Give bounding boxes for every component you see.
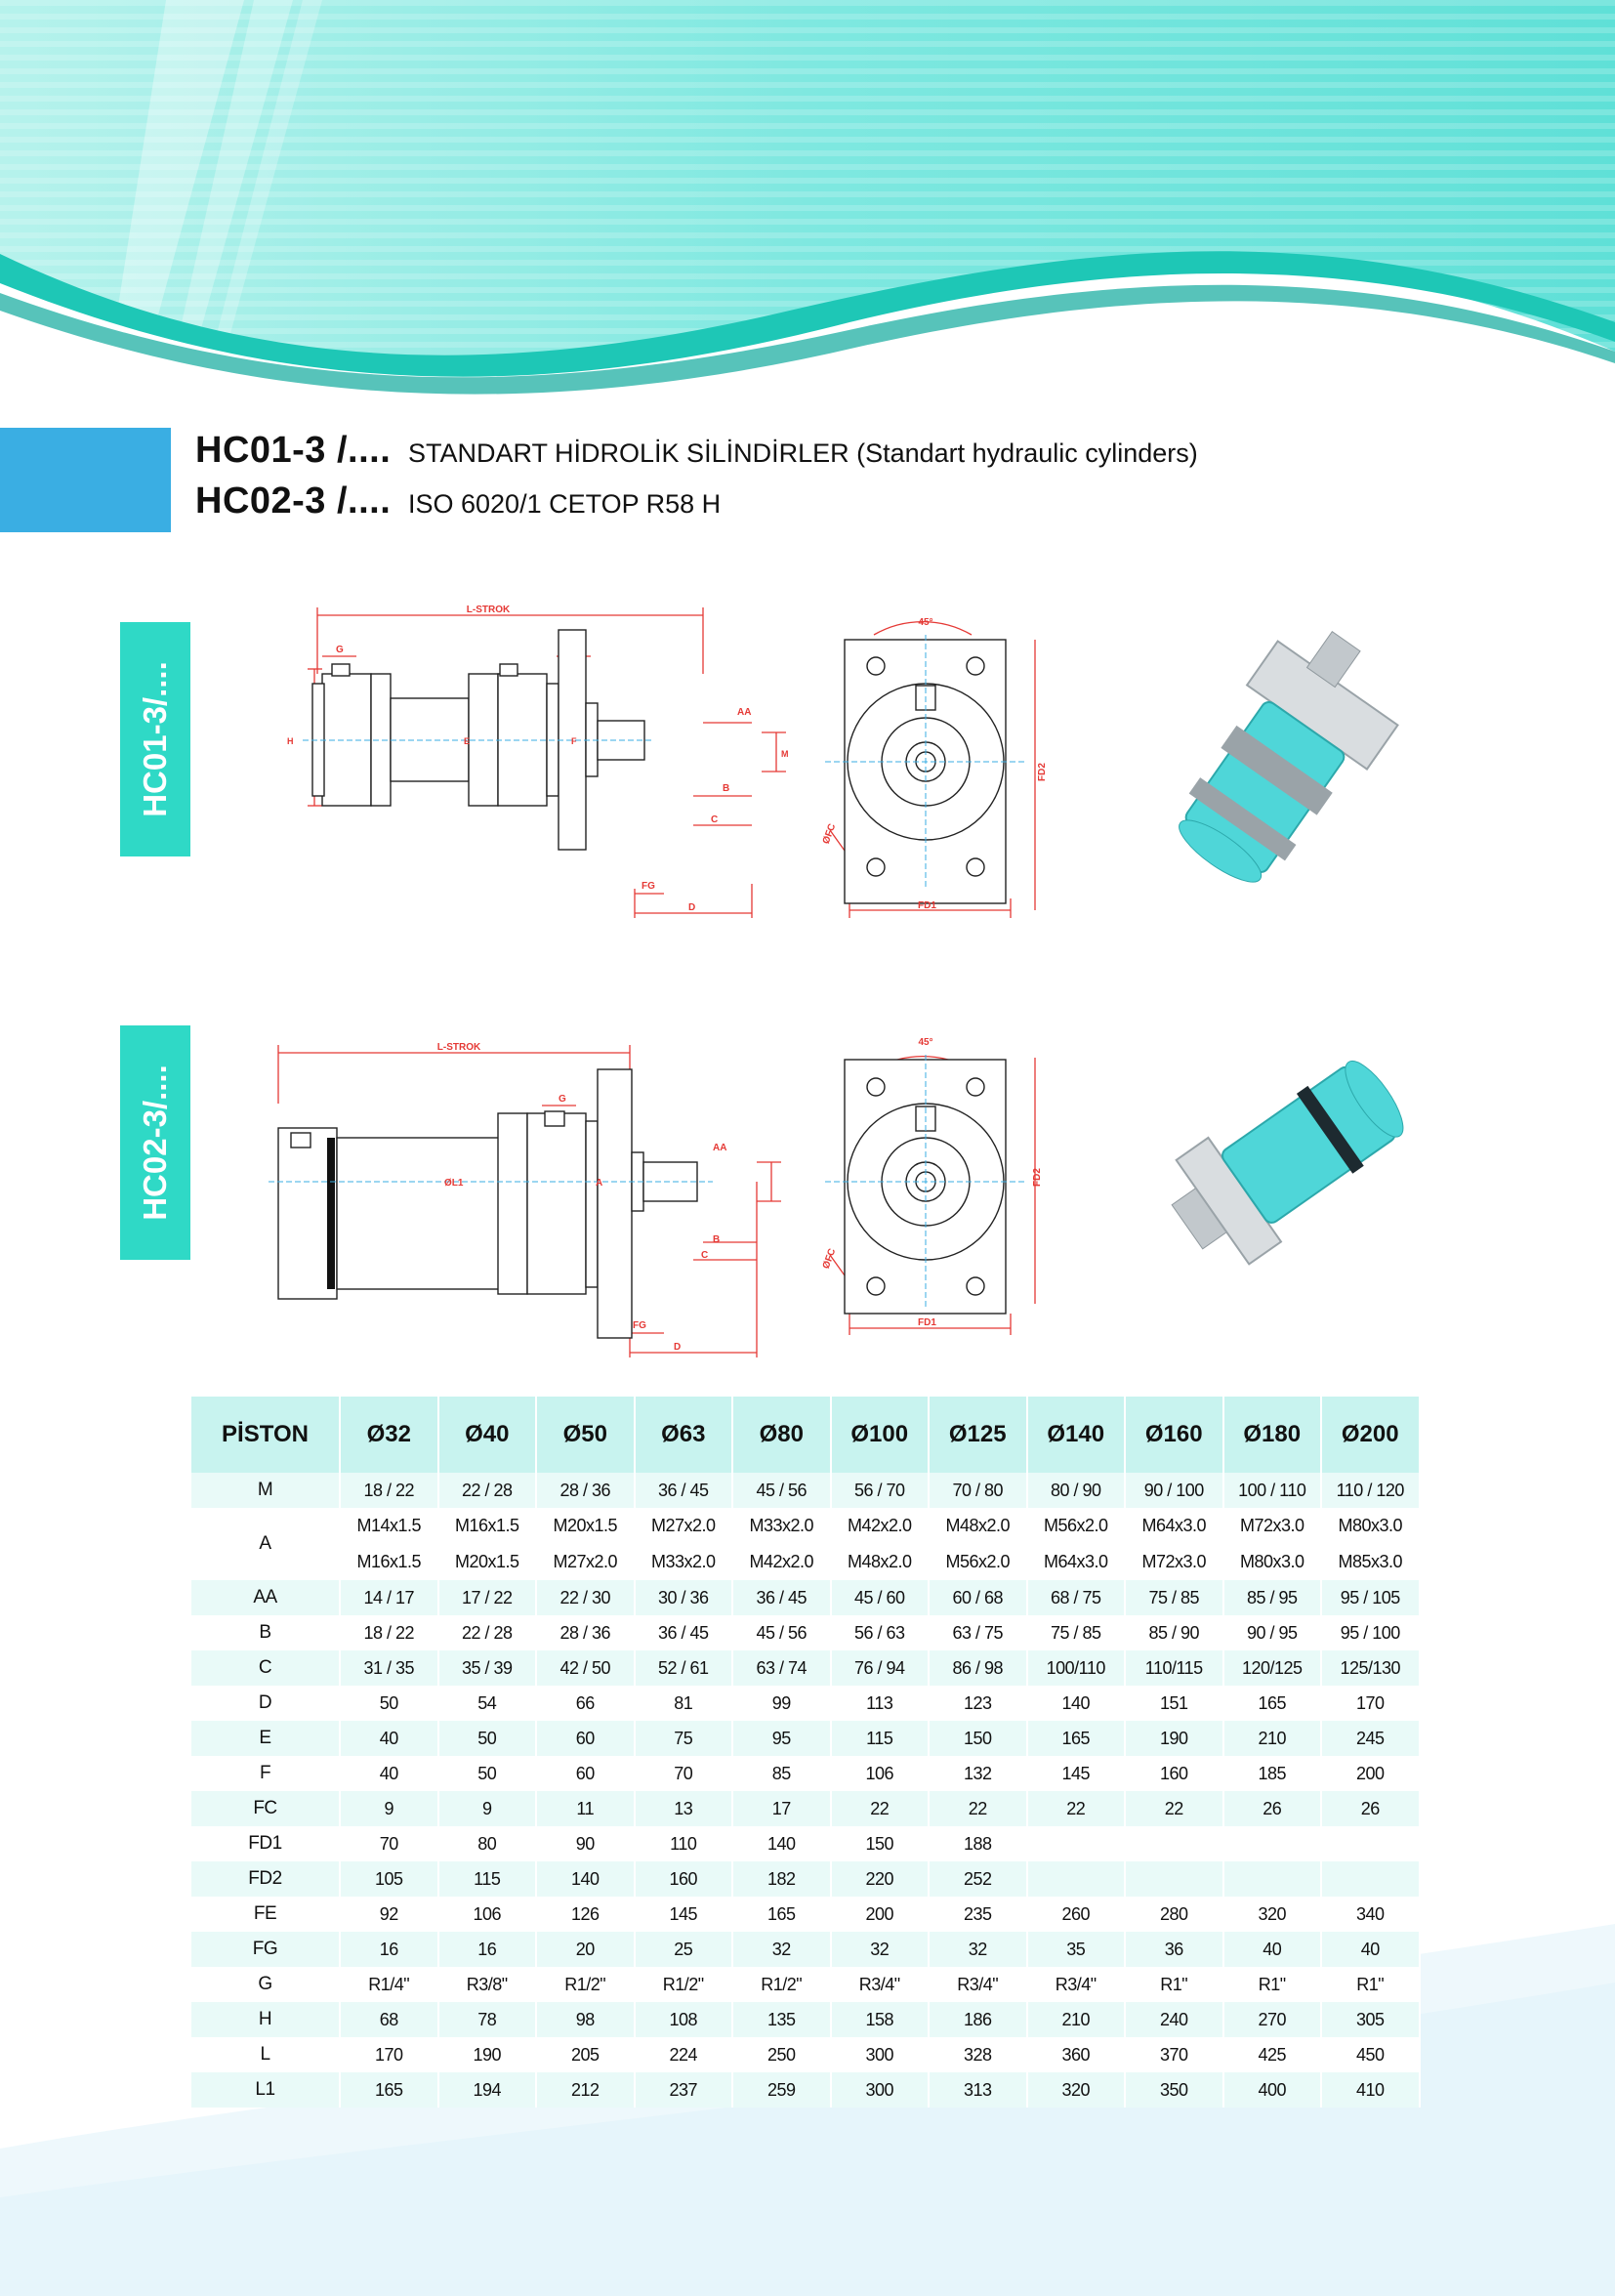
table-cell: 165 <box>732 1897 831 1932</box>
table-cell: 115 <box>438 1861 537 1897</box>
table-cell <box>1125 1826 1223 1861</box>
table-cell: 194 <box>438 2072 537 2108</box>
column-header: Ø80 <box>732 1397 831 1473</box>
table-cell: 123 <box>929 1686 1027 1721</box>
row-label: L <box>191 2037 340 2072</box>
table-cell: 224 <box>635 2037 733 2072</box>
column-header: Ø63 <box>635 1397 733 1473</box>
table-cell: 260 <box>1027 1897 1126 1932</box>
table-row <box>191 1544 1420 1580</box>
table-cell: 370 <box>1125 2037 1223 2072</box>
table-row <box>191 1721 1420 1756</box>
table-corner-header: PİSTON <box>191 1397 340 1473</box>
table-cell: 200 <box>1321 1756 1420 1791</box>
table-cell: 120/125 <box>1223 1650 1322 1686</box>
row-label: A <box>191 1508 340 1580</box>
row-label: FD2 <box>191 1861 340 1897</box>
table-cell <box>1027 1826 1126 1861</box>
table-cell: 100/110 <box>1027 1650 1126 1686</box>
table-cell: 110 / 120 <box>1321 1473 1420 1508</box>
dim-label-h: H <box>287 736 294 746</box>
table-cell: 70 <box>340 1826 438 1861</box>
table-cell: 66 <box>536 1686 635 1721</box>
table-cell: M42x2.0 <box>831 1508 930 1544</box>
table-cell: M33x2.0 <box>732 1508 831 1544</box>
column-header: Ø100 <box>831 1397 930 1473</box>
table-cell: 50 <box>438 1756 537 1791</box>
table-cell: 240 <box>1125 2002 1223 2037</box>
table-cell: 108 <box>635 2002 733 2037</box>
title-row-hc02 <box>195 480 1562 531</box>
table-row <box>191 1615 1420 1650</box>
table-cell: 75 / 85 <box>1027 1615 1126 1650</box>
table-cell: 40 <box>1321 1932 1420 1967</box>
table-row <box>191 1473 1420 1508</box>
table-cell: 210 <box>1027 2002 1126 2037</box>
table-cell: 110/115 <box>1125 1650 1223 1686</box>
table-cell: 18 / 22 <box>340 1615 438 1650</box>
dim-label-fg: FG <box>642 881 655 892</box>
row-label: H <box>191 2002 340 2037</box>
table-cell: 40 <box>1223 1932 1322 1967</box>
dim-label-fd2: FD2 <box>1037 763 1048 781</box>
column-header: Ø180 <box>1223 1397 1322 1473</box>
hc01-3d-render <box>1152 635 1435 908</box>
table-cell: 106 <box>831 1756 930 1791</box>
table-cell: 165 <box>1223 1686 1322 1721</box>
table-cell: 32 <box>732 1932 831 1967</box>
table-cell: 85 / 90 <box>1125 1615 1223 1650</box>
table-cell <box>1321 1826 1420 1861</box>
table-cell: 60 <box>536 1756 635 1791</box>
product-description-hc01: STANDART HİDROLİK SİLİNDİRLER (Standart hydraulic cylinders) <box>408 438 1198 468</box>
table-cell: M16x1.5 <box>340 1544 438 1580</box>
product-code-hc01: HC01-3 /.... <box>195 430 392 471</box>
dim-label-b-2: B <box>713 1234 721 1245</box>
table-cell: 360 <box>1027 2037 1126 2072</box>
side-tab-label-hc01: HC01-3/.... <box>137 661 173 817</box>
table-cell: M14x1.5 <box>340 1508 438 1544</box>
table-cell: 68 <box>340 2002 438 2037</box>
table-cell: 99 <box>732 1686 831 1721</box>
table-cell: 70 / 80 <box>929 1473 1027 1508</box>
table-cell: M33x2.0 <box>635 1544 733 1580</box>
table-cell: 9 <box>340 1791 438 1826</box>
table-cell: 200 <box>831 1897 930 1932</box>
table-cell: 165 <box>1027 1721 1126 1756</box>
dim-label-angle: 45° <box>918 617 933 628</box>
table-cell: 60 <box>536 1721 635 1756</box>
table-cell: M16x1.5 <box>438 1508 537 1544</box>
table-cell: 85 <box>732 1756 831 1791</box>
table-cell: 54 <box>438 1686 537 1721</box>
table-cell: 22 / 28 <box>438 1473 537 1508</box>
table-cell: 25 <box>635 1932 733 1967</box>
table-row <box>191 1580 1420 1615</box>
table-cell: M48x2.0 <box>831 1544 930 1580</box>
table-cell: 115 <box>831 1721 930 1756</box>
row-label: FD1 <box>191 1826 340 1861</box>
dim-label-l-strok-2: L-STROK <box>436 1042 481 1053</box>
table-cell: 17 / 22 <box>438 1580 537 1615</box>
table-cell: M20x1.5 <box>438 1544 537 1580</box>
column-header: Ø125 <box>929 1397 1027 1473</box>
table-row <box>191 2002 1420 2037</box>
table-row <box>191 1897 1420 1932</box>
dim-label-g-2: G <box>559 1094 566 1105</box>
dim-label-f: F <box>571 736 577 746</box>
table-cell: 135 <box>732 2002 831 2037</box>
table-row <box>191 1932 1420 1967</box>
table-cell: 160 <box>1125 1756 1223 1791</box>
table-cell: M27x2.0 <box>635 1508 733 1544</box>
table-cell <box>1223 1826 1322 1861</box>
table-cell: R3/4" <box>1027 1967 1126 2002</box>
table-cell: 400 <box>1223 2072 1322 2108</box>
table-cell: 32 <box>831 1932 930 1967</box>
column-header: Ø40 <box>438 1397 537 1473</box>
table-cell: M80x3.0 <box>1321 1508 1420 1544</box>
table-cell: 52 / 61 <box>635 1650 733 1686</box>
table-cell: 237 <box>635 2072 733 2108</box>
table-cell: 245 <box>1321 1721 1420 1756</box>
table-cell: 270 <box>1223 2002 1322 2037</box>
table-cell: 450 <box>1321 2037 1420 2072</box>
table-cell: 56 / 63 <box>831 1615 930 1650</box>
column-header: Ø32 <box>340 1397 438 1473</box>
row-label: D <box>191 1686 340 1721</box>
dim-label-d: D <box>688 902 696 913</box>
table-row <box>191 1650 1420 1686</box>
table-cell: 165 <box>340 2072 438 2108</box>
table-cell: 36 / 45 <box>635 1615 733 1650</box>
table-cell: 22 / 28 <box>438 1615 537 1650</box>
table-cell: 14 / 17 <box>340 1580 438 1615</box>
table-cell: 80 / 90 <box>1027 1473 1126 1508</box>
table-cell: M56x2.0 <box>929 1544 1027 1580</box>
row-label: B <box>191 1615 340 1650</box>
table-cell: 31 / 35 <box>340 1650 438 1686</box>
row-label: F <box>191 1756 340 1791</box>
table-cell: 186 <box>929 2002 1027 2037</box>
row-label: G <box>191 1967 340 2002</box>
table-cell: 90 / 95 <box>1223 1615 1322 1650</box>
table-cell: R3/4" <box>929 1967 1027 2002</box>
table-cell: 32 <box>929 1932 1027 1967</box>
table-cell: 113 <box>831 1686 930 1721</box>
table-cell: 100 / 110 <box>1223 1473 1322 1508</box>
table-cell <box>1321 1861 1420 1897</box>
table-cell: R1/2" <box>732 1967 831 2002</box>
table-cell: M80x3.0 <box>1223 1544 1322 1580</box>
table-cell: 22 <box>831 1791 930 1826</box>
hc02-3d-render <box>1152 1040 1445 1323</box>
table-cell: 252 <box>929 1861 1027 1897</box>
table-cell: 63 / 74 <box>732 1650 831 1686</box>
table-cell: 22 <box>929 1791 1027 1826</box>
table-cell: 106 <box>438 1897 537 1932</box>
table-row <box>191 1826 1420 1861</box>
table-cell: 150 <box>831 1826 930 1861</box>
dim-label-e: E <box>464 736 471 746</box>
dim-label-l1: ØL1 <box>444 1178 464 1189</box>
table-cell: 320 <box>1223 1897 1322 1932</box>
table-cell: 105 <box>340 1861 438 1897</box>
dim-label-d-2: D <box>674 1342 682 1353</box>
column-header: Ø160 <box>1125 1397 1223 1473</box>
hc01-front-drawing <box>820 596 1050 933</box>
table-cell: 125/130 <box>1321 1650 1420 1686</box>
table-cell: 158 <box>831 2002 930 2037</box>
table-cell: 126 <box>536 1897 635 1932</box>
table-cell: 145 <box>1027 1756 1126 1791</box>
table-cell: 188 <box>929 1826 1027 1861</box>
table-cell: 35 / 39 <box>438 1650 537 1686</box>
table-cell: 90 <box>536 1826 635 1861</box>
table-cell <box>1125 1861 1223 1897</box>
table-row <box>191 1508 1420 1544</box>
table-cell: M72x3.0 <box>1125 1544 1223 1580</box>
table-cell: 150 <box>929 1721 1027 1756</box>
dim-label-c-2: C <box>701 1250 709 1261</box>
table-cell: 140 <box>732 1826 831 1861</box>
table-cell: 50 <box>340 1686 438 1721</box>
table-cell: 16 <box>438 1932 537 1967</box>
table-cell: 45 / 56 <box>732 1615 831 1650</box>
table-row <box>191 2072 1420 2108</box>
row-label: AA <box>191 1580 340 1615</box>
dim-label-fc-2: ØFC <box>820 1247 839 1271</box>
table-cell: 185 <box>1223 1756 1322 1791</box>
row-label: FC <box>191 1791 340 1826</box>
dim-label-aa: AA <box>737 707 752 718</box>
table-cell: M56x2.0 <box>1027 1508 1126 1544</box>
table-cell: 132 <box>929 1756 1027 1791</box>
table-cell: 22 <box>1027 1791 1126 1826</box>
table-cell: 60 / 68 <box>929 1580 1027 1615</box>
table-cell: 235 <box>929 1897 1027 1932</box>
row-label: M <box>191 1473 340 1508</box>
table-cell <box>1223 1861 1322 1897</box>
table-cell: 145 <box>635 1897 733 1932</box>
table-cell: M20x1.5 <box>536 1508 635 1544</box>
table-cell: M72x3.0 <box>1223 1508 1322 1544</box>
table-cell: 30 / 36 <box>635 1580 733 1615</box>
table-cell: 36 <box>1125 1932 1223 1967</box>
table-cell: 170 <box>340 2037 438 2072</box>
dim-label-aa-2: AA <box>713 1143 727 1153</box>
row-label: FG <box>191 1932 340 1967</box>
column-header: Ø50 <box>536 1397 635 1473</box>
table-cell: M64x3.0 <box>1125 1508 1223 1544</box>
dim-label-b: B <box>723 783 730 794</box>
table-cell: 56 / 70 <box>831 1473 930 1508</box>
table-cell: 212 <box>536 2072 635 2108</box>
table-cell: 92 <box>340 1897 438 1932</box>
table-cell: 40 <box>340 1756 438 1791</box>
table-cell: 9 <box>438 1791 537 1826</box>
table-cell: 18 / 22 <box>340 1473 438 1508</box>
table-cell: 26 <box>1321 1791 1420 1826</box>
table-cell: R1" <box>1223 1967 1322 2002</box>
table-cell: 22 <box>1125 1791 1223 1826</box>
table-row <box>191 1791 1420 1826</box>
table-cell: 26 <box>1223 1791 1322 1826</box>
dim-label-a: A <box>596 1178 603 1189</box>
dim-label-fd2-2: FD2 <box>1032 1168 1043 1187</box>
table-cell: 170 <box>1321 1686 1420 1721</box>
table-cell: 205 <box>536 2037 635 2072</box>
table-cell: 328 <box>929 2037 1027 2072</box>
table-cell: 75 / 85 <box>1125 1580 1223 1615</box>
table-cell: 340 <box>1321 1897 1420 1932</box>
table-cell: M42x2.0 <box>732 1544 831 1580</box>
side-tab-hc02 <box>120 1025 190 1260</box>
table-cell: 81 <box>635 1686 733 1721</box>
dim-label-angle-2: 45° <box>918 1037 933 1048</box>
table-cell: M48x2.0 <box>929 1508 1027 1544</box>
row-label: FE <box>191 1897 340 1932</box>
table-cell: 98 <box>536 2002 635 2037</box>
table-cell: M85x3.0 <box>1321 1544 1420 1580</box>
table-cell: 140 <box>1027 1686 1126 1721</box>
table-cell: 140 <box>536 1861 635 1897</box>
spec-table-header <box>191 1397 1420 1473</box>
table-cell: 28 / 36 <box>536 1615 635 1650</box>
table-cell: R1" <box>1125 1967 1223 2002</box>
table-cell: 45 / 56 <box>732 1473 831 1508</box>
table-cell: 20 <box>536 1932 635 1967</box>
table-cell: 250 <box>732 2037 831 2072</box>
table-row <box>191 1861 1420 1897</box>
table-cell: 95 / 100 <box>1321 1615 1420 1650</box>
dim-label-fg-2: FG <box>633 1320 646 1331</box>
table-row <box>191 1967 1420 2002</box>
table-cell: 259 <box>732 2072 831 2108</box>
product-description-hc02: ISO 6020/1 CETOP R58 H <box>408 489 722 519</box>
table-cell: 70 <box>635 1756 733 1791</box>
table-cell: R1/2" <box>536 1967 635 2002</box>
dim-label-fd1-2: FD1 <box>918 1317 936 1328</box>
table-cell: 210 <box>1223 1721 1322 1756</box>
table-cell: 350 <box>1125 2072 1223 2108</box>
row-label: E <box>191 1721 340 1756</box>
table-cell: 28 / 36 <box>536 1473 635 1508</box>
table-cell: 90 / 100 <box>1125 1473 1223 1508</box>
table-cell: 36 / 45 <box>732 1580 831 1615</box>
table-cell: M64x3.0 <box>1027 1544 1126 1580</box>
table-row <box>191 2037 1420 2072</box>
table-cell: M27x2.0 <box>536 1544 635 1580</box>
product-code-hc02: HC02-3 /.... <box>195 480 392 522</box>
table-cell: 160 <box>635 1861 733 1897</box>
column-header: Ø140 <box>1027 1397 1126 1473</box>
table-cell: 36 / 45 <box>635 1473 733 1508</box>
table-cell: 50 <box>438 1721 537 1756</box>
hc02-front-drawing <box>820 1030 1050 1367</box>
hc01-side-drawing <box>264 596 810 933</box>
table-cell: 78 <box>438 2002 537 2037</box>
section-marker <box>0 428 171 532</box>
table-cell: 68 / 75 <box>1027 1580 1126 1615</box>
table-cell: 151 <box>1125 1686 1223 1721</box>
dim-label-c: C <box>711 814 719 825</box>
table-cell: 85 / 95 <box>1223 1580 1322 1615</box>
table-cell: 300 <box>831 2037 930 2072</box>
table-cell: 190 <box>1125 1721 1223 1756</box>
table-cell: 75 <box>635 1721 733 1756</box>
table-cell: 95 <box>732 1721 831 1756</box>
table-cell: 410 <box>1321 2072 1420 2108</box>
table-cell: 11 <box>536 1791 635 1826</box>
table-cell: 110 <box>635 1826 733 1861</box>
dim-label-g: G <box>336 645 344 655</box>
dim-label-fd1: FD1 <box>918 900 936 911</box>
table-cell: 95 / 105 <box>1321 1580 1420 1615</box>
table-cell: 305 <box>1321 2002 1420 2037</box>
table-cell: 63 / 75 <box>929 1615 1027 1650</box>
table-cell: 22 / 30 <box>536 1580 635 1615</box>
title-row-hc01 <box>195 430 1562 480</box>
table-cell: 40 <box>340 1721 438 1756</box>
table-row <box>191 1756 1420 1791</box>
table-cell: 280 <box>1125 1897 1223 1932</box>
table-row <box>191 1686 1420 1721</box>
header-wave-banner <box>0 0 1615 410</box>
table-cell: 220 <box>831 1861 930 1897</box>
side-tab-hc01 <box>120 622 190 856</box>
table-cell: 320 <box>1027 2072 1126 2108</box>
hc02-side-drawing <box>264 1035 810 1367</box>
table-cell: 13 <box>635 1791 733 1826</box>
table-cell: 17 <box>732 1791 831 1826</box>
spec-table <box>191 1397 1421 2108</box>
table-cell: 425 <box>1223 2037 1322 2072</box>
side-tab-label-hc02: HC02-3/.... <box>137 1065 173 1221</box>
table-cell: 42 / 50 <box>536 1650 635 1686</box>
table-cell: 76 / 94 <box>831 1650 930 1686</box>
table-cell: 80 <box>438 1826 537 1861</box>
table-cell: R1/4" <box>340 1967 438 2002</box>
table-cell: 45 / 60 <box>831 1580 930 1615</box>
table-cell: 182 <box>732 1861 831 1897</box>
table-cell: 35 <box>1027 1932 1126 1967</box>
table-cell: 86 / 98 <box>929 1650 1027 1686</box>
table-cell: 16 <box>340 1932 438 1967</box>
row-label: L1 <box>191 2072 340 2108</box>
row-label: C <box>191 1650 340 1686</box>
column-header: Ø200 <box>1321 1397 1420 1473</box>
dim-label-m: M <box>781 749 789 759</box>
table-cell: 190 <box>438 2037 537 2072</box>
table-cell: R1" <box>1321 1967 1420 2002</box>
table-cell: R3/8" <box>438 1967 537 2002</box>
table-cell: 313 <box>929 2072 1027 2108</box>
table-cell: R1/2" <box>635 1967 733 2002</box>
table-cell: 300 <box>831 2072 930 2108</box>
table-cell: R3/4" <box>831 1967 930 2002</box>
table-cell <box>1027 1861 1126 1897</box>
title-block <box>195 430 1562 531</box>
dim-label-fc: ØFC <box>820 822 839 846</box>
dim-label-l-strok: L-STROK <box>466 605 511 615</box>
